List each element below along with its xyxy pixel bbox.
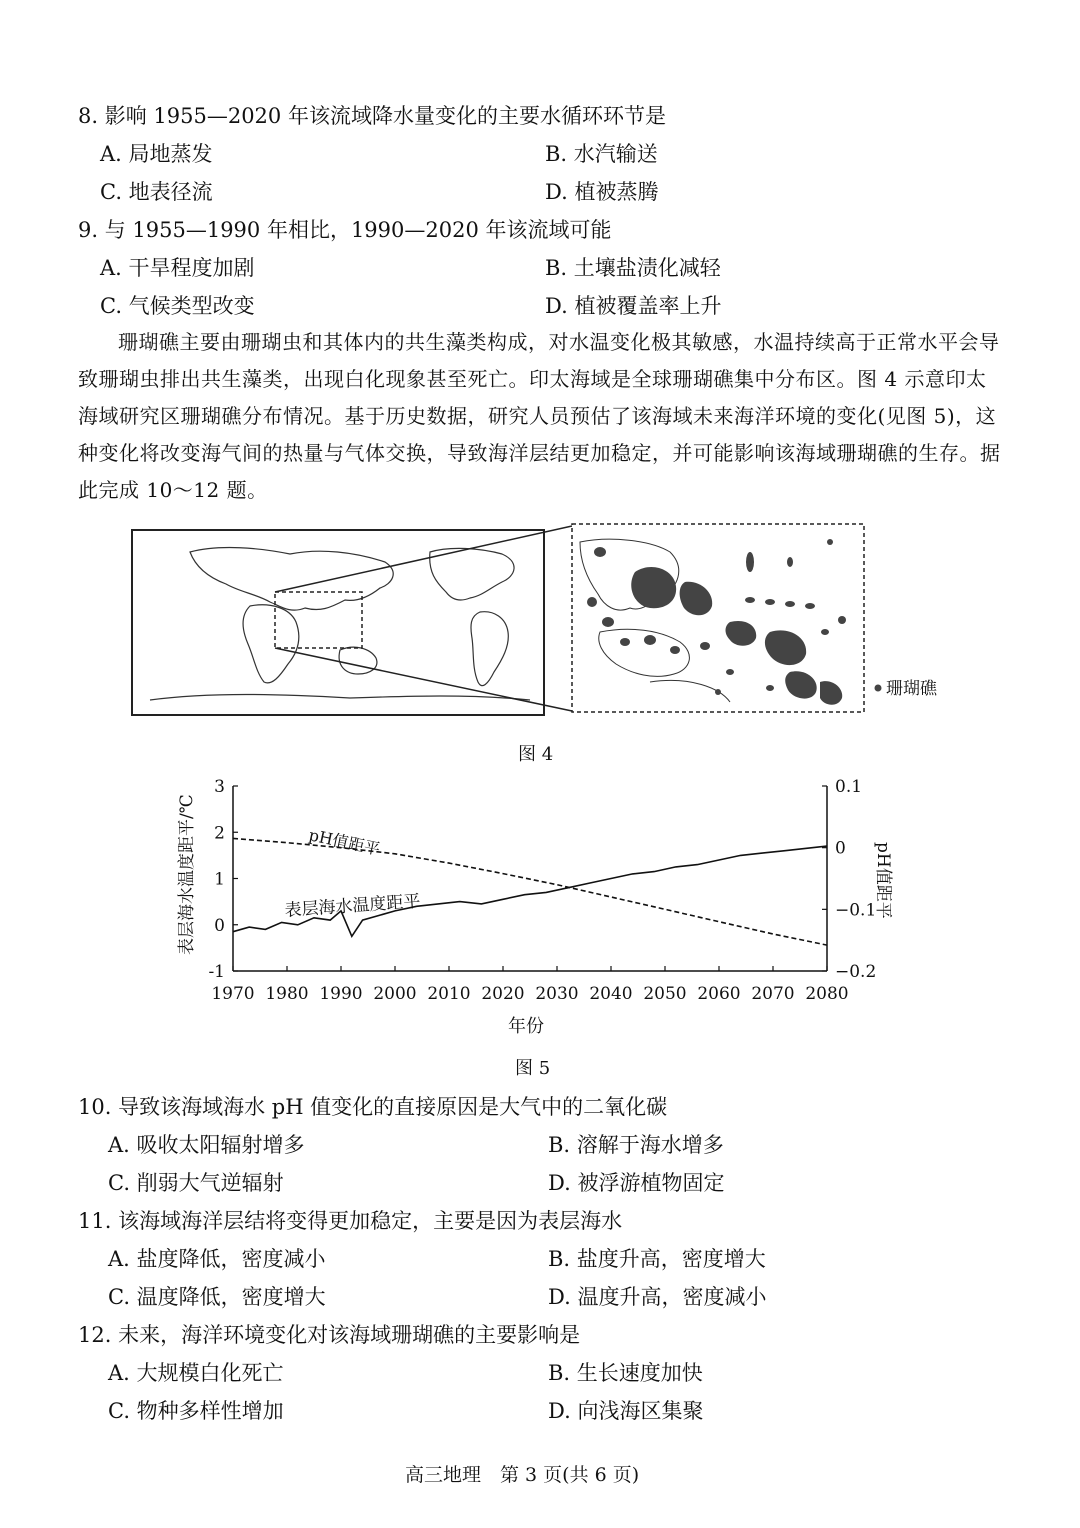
figure-5-caption: 图 5 xyxy=(515,1058,551,1079)
question-12-option-a: A. 大规模白化死亡 xyxy=(108,1361,284,1385)
question-12-option-b: B. 生长速度加快 xyxy=(548,1361,703,1385)
y-left-tick-label: 2 xyxy=(214,823,225,844)
y-right-tick-label: 0.1 xyxy=(835,777,863,797)
question-9-option-a: A. 干旱程度加剧 xyxy=(100,256,255,280)
figure-4-caption: 图 4 xyxy=(518,744,554,765)
x-tick-label: 2030 xyxy=(535,984,579,1004)
y-left-axis-label: 表层海水温度距平/℃ xyxy=(177,794,197,955)
question-9-stem: 9. 与 1955—1990 年相比，1990—2020 年该流域可能 xyxy=(78,218,612,242)
question-11-option-b: B. 盐度升高，密度增大 xyxy=(548,1247,766,1271)
question-9-option-c: C. 气候类型改变 xyxy=(100,294,255,318)
y-right-tick-label: −0.1 xyxy=(835,900,877,921)
question-10-option-c: C. 削弱大气逆辐射 xyxy=(108,1171,284,1195)
question-8-option-d: D. 植被蒸腾 xyxy=(545,180,659,204)
question-11-stem: 11. 该海域海洋层结将变得更加稳定，主要是因为表层海水 xyxy=(78,1209,623,1233)
world-map-frame xyxy=(132,530,544,715)
y-left-tick-label: 3 xyxy=(214,777,225,797)
question-9-option-b: B. 土壤盐渍化减轻 xyxy=(545,256,721,280)
y-left-tick-label: 0 xyxy=(214,915,225,936)
question-10-option-d: D. 被浮游植物固定 xyxy=(548,1171,725,1195)
question-8-option-c: C. 地表径流 xyxy=(100,180,213,204)
x-tick-label: 2050 xyxy=(643,984,687,1004)
question-12-option-d: D. 向浅海区集聚 xyxy=(548,1399,704,1423)
x-tick-label: 2020 xyxy=(481,984,525,1004)
figure-5-chart xyxy=(160,770,900,1040)
question-8-option-a: A. 局地蒸发 xyxy=(100,142,213,166)
page-footer: 高三地理 第 3 页(共 6 页) xyxy=(405,1464,640,1486)
question-10-stem: 10. 导致该海域海水 pH 值变化的直接原因是大气中的二氧化碳 xyxy=(78,1095,668,1119)
question-11-option-c: C. 温度降低，密度增大 xyxy=(108,1285,326,1309)
figure-4-map xyxy=(130,522,960,718)
y-left-tick-label: 1 xyxy=(214,869,225,890)
question-8-option-b: B. 水汽输送 xyxy=(545,142,658,166)
question-10-option-a: A. 吸收太阳辐射增多 xyxy=(108,1133,305,1157)
x-tick-label: 1970 xyxy=(211,984,255,1004)
y-right-tick-label: 0 xyxy=(835,838,846,859)
x-tick-label: 2010 xyxy=(427,984,471,1004)
question-11-option-d: D. 温度升高，密度减小 xyxy=(548,1285,767,1309)
passage-paragraph: 珊瑚礁主要由珊瑚虫和其体内的共生藻类构成，对水温变化极其敏感，水温持续高于正常水平会导致珊瑚虫排出共生藻类，出现白化现象甚至死亡。印太海域是全球珊瑚礁集中分布区。图 4 示意印太海域研究区珊瑚礁分布情况。基于历史数据，研究人员预估了该海域未来海洋环境的变化(见图 5)，这种变化将改变海气间的热量与气体交换，导致海洋层结更加稳定，并可能影响该海域珊瑚礁的生存。据此完成 10～12 题。 xyxy=(78,330,1001,502)
temperature-anomaly-line xyxy=(233,846,827,936)
x-tick-label: 1980 xyxy=(265,984,309,1004)
x-tick-label: 2080 xyxy=(805,984,849,1004)
x-tick-label: 2060 xyxy=(697,984,741,1004)
coral-reef-legend-label: 珊瑚礁 xyxy=(886,679,937,699)
temperature-series-label: 表层海水温度距平 xyxy=(283,891,422,921)
ph-series-label: pH值距平 xyxy=(307,825,382,859)
chart-lines xyxy=(233,838,827,945)
x-tick-label: 2040 xyxy=(589,984,633,1004)
x-tick-label: 1990 xyxy=(319,984,363,1004)
y-left-tick-label: -1 xyxy=(208,962,225,982)
x-tick-label: 2000 xyxy=(373,984,417,1004)
question-9-option-d: D. 植被覆盖率上升 xyxy=(545,294,722,318)
question-8-stem: 8. 影响 1955—2020 年该流域降水量变化的主要水循环环节是 xyxy=(78,104,666,128)
x-axis-label: 年份 xyxy=(508,1016,544,1037)
y-right-axis-label: pH值距平 xyxy=(873,842,893,919)
chart-ticks xyxy=(208,777,876,1004)
question-12-option-c: C. 物种多样性增加 xyxy=(108,1399,284,1423)
question-10-option-b: B. 溶解于海水增多 xyxy=(548,1133,724,1157)
question-11-option-a: A. 盐度降低，密度减小 xyxy=(108,1247,326,1271)
y-right-tick-label: −0.2 xyxy=(835,962,877,982)
ph-anomaly-line xyxy=(233,838,827,945)
x-tick-label: 2070 xyxy=(751,984,795,1004)
question-12-stem: 12. 未来，海洋环境变化对该海域珊瑚礁的主要影响是 xyxy=(78,1323,581,1347)
coral-reef-legend-marker xyxy=(875,685,882,692)
